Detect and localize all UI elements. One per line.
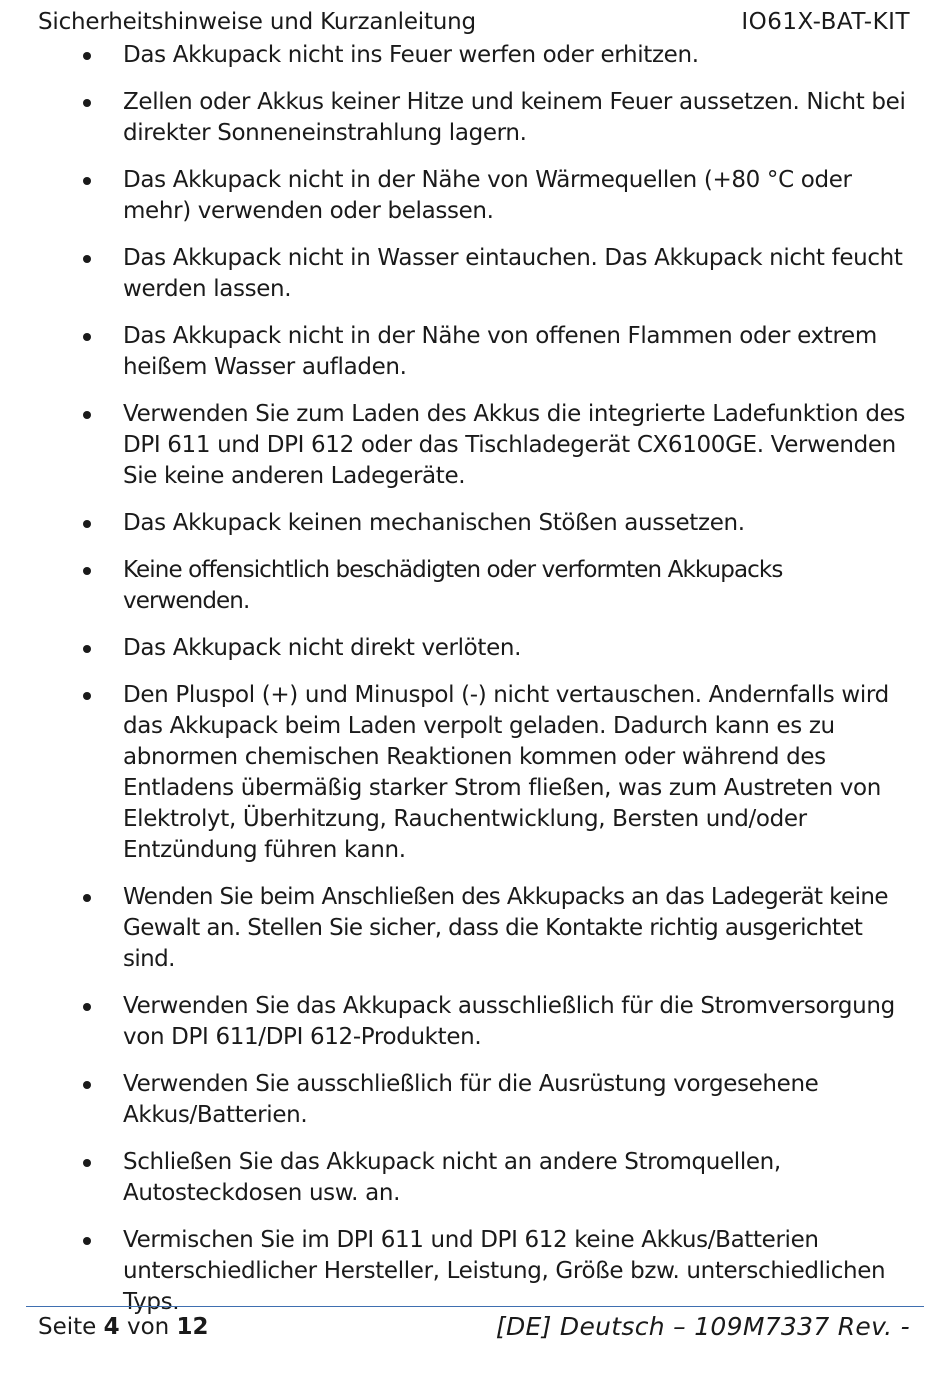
bullet-icon xyxy=(83,520,91,528)
list-item-text: Das Akkupack nicht direkt verlöten. xyxy=(123,635,522,661)
page-header xyxy=(38,6,910,38)
list-item-text: Zellen oder Akkus keiner Hitze und keinem Feuer aussetzen. Nicht bei direkter Sonneneinstrahlung lagern. xyxy=(123,89,906,146)
page-separator: von xyxy=(126,1314,170,1340)
list-item xyxy=(0,633,950,664)
list-item-text: Schließen Sie das Akkupack nicht an andere Stromquellen, Autosteckdosen usw. an. xyxy=(123,1149,781,1206)
list-item xyxy=(0,243,950,305)
document-reference: [DE] Deutsch – 109M7337 Rev. - xyxy=(495,1312,910,1341)
list-item xyxy=(0,1069,950,1131)
list-item-text: Das Akkupack nicht in der Nähe von offenen Flammen oder extrem heißem Wasser aufladen. xyxy=(123,323,877,380)
footer-divider xyxy=(26,1306,924,1307)
bullet-icon xyxy=(83,1003,91,1011)
list-item xyxy=(0,399,950,492)
list-item xyxy=(0,508,950,539)
bullet-icon xyxy=(83,567,91,575)
page-current: 4 xyxy=(103,1314,120,1340)
list-item xyxy=(0,991,950,1053)
list-item-text: Keine offensichtlich beschädigten oder verformten Akkupacks verwenden. xyxy=(123,557,783,614)
page-total: 12 xyxy=(176,1314,209,1340)
list-item-text: Verwenden Sie zum Laden des Akkus die integrierte Ladefunktion des DPI 611 und DPI 612 oder das Tischladegerät CX6100GE. Verwenden Sie keine anderen Ladegeräte. xyxy=(123,401,906,489)
bullet-icon xyxy=(83,99,91,107)
list-item-text: Das Akkupack nicht in Wasser eintauchen. Das Akkupack nicht feucht werden lassen. xyxy=(123,245,903,302)
list-item xyxy=(0,882,950,975)
list-item-text: Wenden Sie beim Anschließen des Akkupacks an das Ladegerät keine Gewalt an. Stellen Sie sicher, dass die Kontakte richtig ausgerichtet sind. xyxy=(123,884,888,972)
page-prefix: Seite xyxy=(38,1314,97,1340)
list-item-text: Vermischen Sie im DPI 611 und DPI 612 keine Akkus/Batterien unterschiedlicher Hersteller, Leistung, Größe bzw. unterschiedlichen Typs. xyxy=(123,1227,886,1315)
list-item-text: Das Akkupack nicht ins Feuer werfen oder erhitzen. xyxy=(123,42,699,68)
page-footer xyxy=(38,1310,910,1344)
bullet-icon xyxy=(83,255,91,263)
bullet-icon xyxy=(83,1159,91,1167)
header-title: Sicherheitshinweise und Kurzanleitung xyxy=(38,9,476,35)
bullet-icon xyxy=(83,1237,91,1245)
list-item-text: Das Akkupack nicht in der Nähe von Wärmequellen (+80 °C oder mehr) verwenden oder belassen. xyxy=(123,167,852,224)
bullet-icon xyxy=(83,177,91,185)
header-product-code: IO61X-BAT-KIT xyxy=(741,9,910,35)
safety-instructions-list xyxy=(0,40,950,1334)
list-item xyxy=(0,1147,950,1209)
list-item xyxy=(0,87,950,149)
page-number xyxy=(38,1310,209,1344)
bullet-icon xyxy=(83,333,91,341)
bullet-icon xyxy=(83,692,91,700)
list-item-text: Das Akkupack keinen mechanischen Stößen aussetzen. xyxy=(123,510,745,536)
list-item xyxy=(0,1225,950,1318)
list-item xyxy=(0,321,950,383)
list-item xyxy=(0,40,950,71)
list-item xyxy=(0,555,950,617)
list-item xyxy=(0,165,950,227)
bullet-icon xyxy=(83,1081,91,1089)
list-item-text: Verwenden Sie das Akkupack ausschließlich für die Stromversorgung von DPI 611/DPI 612-Produkten. xyxy=(123,993,895,1050)
bullet-icon xyxy=(83,894,91,902)
list-item-text: Den Pluspol (+) und Minuspol (-) nicht vertauschen. Andernfalls wird das Akkupack beim Laden verpolt geladen. Dadurch kann es zu abnormen chemischen Reaktionen kommen oder während des Entladens übermäßig starker Strom fließen, was zum Austreten von Elektrolyt, Überhitzung, Rauchentwicklung, Bersten und/oder Entzündung führen kann. xyxy=(123,682,889,863)
list-item xyxy=(0,680,950,866)
bullet-icon xyxy=(83,411,91,419)
bullet-icon xyxy=(83,52,91,60)
list-item-text: Verwenden Sie ausschließlich für die Ausrüstung vorgesehene Akkus/Batterien. xyxy=(123,1071,819,1128)
bullet-icon xyxy=(83,645,91,653)
